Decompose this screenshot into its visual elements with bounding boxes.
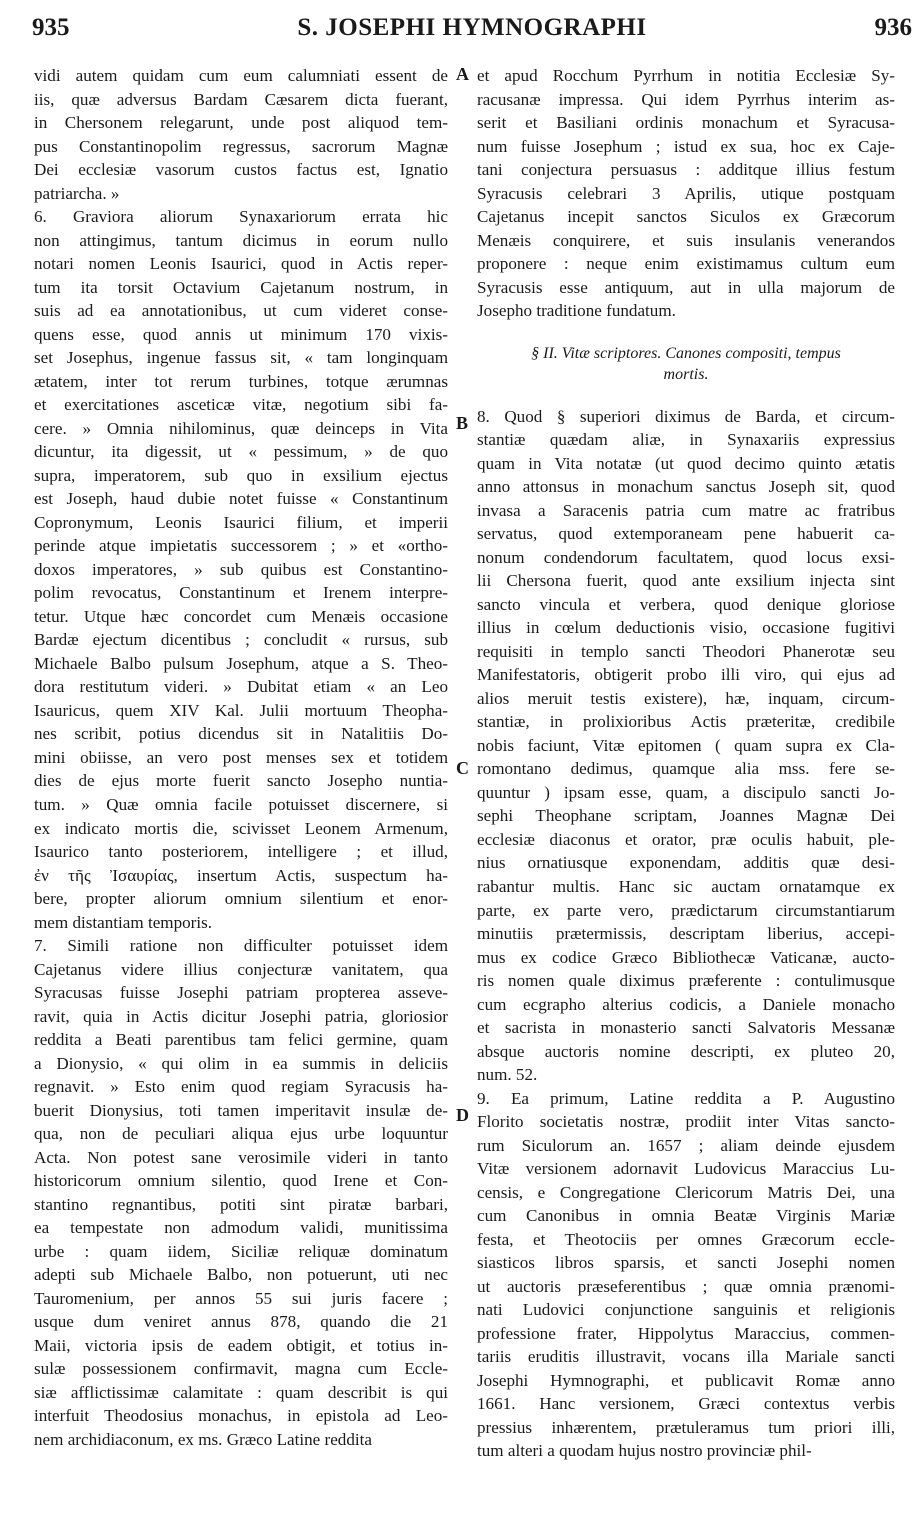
text-line: nem archidiaconum, ex ms. Græco Latine reddita [34, 1429, 372, 1449]
page-number-right: 936 [874, 14, 912, 41]
margin-marker-b: B [456, 413, 469, 433]
text-line: 9. Ea primum, Latine reddita a P. Augustino [477, 1088, 895, 1108]
text-line: festa, et Theotociis per omnes Græcorum eccle- [477, 1229, 895, 1249]
text-line: ætatem, inter tot rerum turbines, totque ærumnas [34, 371, 448, 391]
text-line: sephi Theophane scriptam, Joannes Magnæ Dei [477, 806, 895, 826]
text-line: ris nomen quale diximus præferente : contulimusque [477, 971, 895, 991]
text-line: est Joseph, haud dubie notet fuisse « Constantinum [34, 489, 448, 509]
text-line: nobis faciunt, Vitæ epitomen ( quam supra ex Cla- [477, 735, 895, 755]
text-line: notari nomen Leonis Isaurici, quod in Actis reper- [34, 254, 448, 274]
text-line: requisiti in templo sancti Theodori Phanerotæ seu [477, 641, 895, 661]
text-line: tani conjectura persuasus : additque illius festum [477, 160, 895, 180]
section-gap [477, 323, 895, 343]
text-line: proponere : neque enim existimamus cultum eum [477, 254, 895, 274]
text-line: Syracusis celebrari 3 Aprilis, utique postquam [477, 183, 895, 203]
margin-marker-c: C [456, 758, 469, 778]
text-line: Syracusas fuisse Josephi patriam propterea asseve- [34, 983, 448, 1003]
text-line: siæ afflictissimæ calamitate : quam describit is qui [34, 1382, 448, 1402]
text-line: Josephi Hymnographi, et publicavit Romæ anno [477, 1370, 895, 1390]
text-line: minutiis prætermissis, descriptam liberius, accepi- [477, 924, 895, 944]
text-line: in Chersonem relegarunt, unde post aliquod tem- [34, 113, 448, 133]
text-line: Menæis conquirere, et suis insulanis venerandos [477, 230, 895, 250]
text-line: anno attonsus in monachum sanctus Joseph sit, quod [477, 477, 895, 497]
text-line: mus ex codice Græco Bibliothecæ Vaticanæ, aucto- [477, 947, 895, 967]
running-title: S. JOSEPHI HYMNOGRAPHI [297, 14, 647, 41]
text-line: buerit Dionysius, toti tamen imperitavit insulæ de- [34, 1100, 448, 1120]
text-line: bere, propter aliorum omnium silentium et enor- [34, 889, 448, 909]
text-line: dies de ejus morte fuerit sancto Josepho nuntia- [34, 771, 448, 791]
text-line: rum Siculorum an. 1657 ; aliam deinde ejusdem [477, 1135, 895, 1155]
text-line: stantino regnantibus, potiti sint piratæ barbari, [34, 1194, 448, 1214]
text-line: lii Chersona fuerit, quod ante exsilium injecta sint [477, 571, 895, 591]
text-line: parte, ex parte vero, prædictarum circumstantiarum [477, 900, 895, 920]
text-line: et sacrista in monasterio sancti Salvatoris Messanæ [477, 1018, 895, 1038]
text-line: num fuisse Josephum ; istud ex sua, hoc ex Caje- [477, 136, 895, 156]
text-line: vidi autem quidam cum eum calumniati essent de [34, 66, 448, 85]
text-line: perinde atque impietatis successorem ; » et «ortho- [34, 536, 448, 556]
text-line: historicorum omnium silentio, quod Irene et Con- [34, 1171, 448, 1191]
text-line: censis, e Congregatione Clericorum Matris Dei, una [477, 1182, 895, 1202]
text-line: cere. » Omnia nihilominus, quæ deinceps in Vita [34, 418, 448, 438]
text-line: Vitæ versionem adornavit Ludovicus Maraccius Lu- [477, 1159, 895, 1179]
text-line: interfuit Theodosius monachus, in epistola ad Leo- [34, 1406, 448, 1426]
left-column [34, 64, 448, 1451]
text-line: stantiæ, in prolixioribus Actis præteritæ, credibile [477, 712, 895, 732]
right-column-bottom [477, 405, 895, 1463]
text-line: pressius inhærentem, prætuleramus tum priori illi, [477, 1417, 895, 1437]
section-gap [477, 385, 895, 405]
text-line: serit et Basiliani ordinis monachum et Syracusa- [477, 113, 895, 133]
text-line: quuntur ) ipsam esse, quam, a discipulo sancti Jo- [477, 782, 895, 802]
text-line: sulæ possessionem confirmavit, magna cum Eccle- [34, 1359, 448, 1379]
text-line: et exercitationes asceticæ vitæ, negotium sibi fa- [34, 395, 448, 415]
text-line: ut auctoris præseferentibus ; quæ omnia prænomi- [477, 1276, 895, 1296]
text-line: invasa a Saracenis patria cum matre ac fratribus [477, 500, 895, 520]
text-line: § II. Vitæ scriptores. Canones compositi, tempus [531, 344, 841, 362]
text-line: alios meruit testis existere), hæ, inquam, circum- [477, 688, 895, 708]
text-line: ea tempestate non admodum validi, munitissima [34, 1218, 448, 1238]
text-line: Florito societatis nostræ, prodiit inter Vitas sancto- [477, 1112, 895, 1132]
text-line: Bardæ ejectum dicentibus ; concludit « rursus, sub [34, 630, 448, 650]
text-line: tum alteri a quodam hujus nostro provinciæ phil- [477, 1441, 812, 1461]
text-line: ravit, quia in Actis dicitur Josephi patria, gloriosior [34, 1006, 448, 1026]
text-line: dicuntur, ita digessit, ut « pessimum, » de quo [34, 442, 448, 462]
text-line: Cajetanus videre illius conjecturæ vanitatem, qua [34, 959, 448, 979]
text-line: patriarcha. » [34, 183, 120, 203]
text-line: sancto vincula et verbera, quod denique gloriose [477, 594, 895, 614]
text-line: Acta. Non potest sane verosimile videri in tanto [34, 1147, 448, 1167]
text-line: nati Ludovici conjunctione sanguinis et religionis [477, 1300, 895, 1320]
text-line: tum ita torsit Octavium Cajetanum nostrum, in [34, 277, 448, 297]
text-line: suis ad ea annotationibus, ut cum videret conse- [34, 301, 448, 321]
text-line: Michaele Balbo pulsum Josephum, atque a S. Theo- [34, 653, 448, 673]
text-line: urbe : quam iidem, Siciliæ reliquæ dominatum [34, 1241, 448, 1261]
text-line: adepti sub Michaele Balbo, non potuerunt, uti nec [34, 1265, 448, 1285]
text-line: usque dum veniret annus 878, quando die 21 [34, 1312, 448, 1332]
text-line: et apud Rocchum Pyrrhum in notitia Ecclesiæ Sy- [477, 66, 895, 85]
text-line: 7. Simili ratione non difficulter potuisset idem [34, 936, 448, 956]
right-column [477, 64, 895, 1463]
text-line: a Dionysio, « qui olim in ea summis in deliciis [34, 1053, 448, 1073]
text-line: mortis. [663, 365, 709, 383]
text-line: supra, imperatorem, sub quo in exsilium ejectus [34, 465, 448, 485]
text-line: rabantur multis. Hanc sic auctam ornatamque ex [477, 876, 895, 896]
text-line: quam in Vita notatæ (ut quod decimo quinto ætatis [477, 453, 895, 473]
page-header [32, 14, 912, 54]
text-line: illius in cœlum deductionis visio, occasione fugitivi [477, 618, 895, 638]
margin-marker-d: D [456, 1105, 469, 1125]
text-line: nius ornatiusque exponendam, additis quæ desi- [477, 853, 895, 873]
text-line: nonum condendorum facultatem, quod locus exsi- [477, 547, 895, 567]
text-line: mini obiisse, an vero post menses sex et totidem [34, 747, 448, 767]
text-line: ex indicato mortis die, scivisset Leonem Armenum, [34, 818, 448, 838]
text-line: doxos imperatores, » sub quibus est Constantino- [34, 559, 448, 579]
section-heading [477, 343, 895, 385]
text-line: Copronymum, Leonis Isaurici filium, et imperii [34, 512, 448, 532]
text-line: nes scribit, potius dicendus sit in Natalitiis Do- [34, 724, 448, 744]
text-line: romontano dedimus, quamque alia mss. fere se- [477, 759, 895, 779]
text-line: cum Canonibus in omnia Beatæ Virginis Mariæ [477, 1206, 895, 1226]
text-line: num. 52. [477, 1065, 538, 1085]
text-line: iis, quæ adversus Bardam Cæsarem dicta fuerant, [34, 89, 448, 109]
text-line: stantiæ quædam aliæ, in Synaxariis expressius [477, 430, 895, 450]
text-line: cum ecgrapho alterius codicis, a Daniele monacho [477, 994, 895, 1014]
text-line: quens esse, quod annis ut minimum 170 vixis- [34, 324, 448, 344]
text-line: absque auctoris nomine descripti, ex pluteo 20, [477, 1041, 895, 1061]
text-line: 1661. Hanc versionem, Græci contextus verbis [477, 1394, 895, 1414]
text-line: Josepho traditione fundatum. [477, 301, 676, 321]
text-line: pus Constantinopolim regressus, sacrorum Magnæ [34, 136, 448, 156]
text-line: siasticos libros sparsis, et sancti Josephi nomen [477, 1253, 895, 1273]
text-line: Maii, victoria ipsis de eadem obtigit, et totius in- [34, 1335, 448, 1355]
text-line: tum. » Quæ omnia facile potuisset discernere, si [34, 794, 448, 814]
text-line: reddita a Beati parentibus tam felici germine, quam [34, 1030, 448, 1050]
text-line: dora restitutum videri. » Dubitat etiam « an Leo [34, 677, 448, 697]
text-line: 8. Quod § superiori diximus de Barda, et circum- [477, 406, 895, 426]
margin-marker-a: A [456, 64, 469, 84]
right-column-top [477, 64, 895, 323]
text-line: Dei ecclesiæ vasorum custos factus est, Ignatio [34, 160, 448, 180]
text-line: tariis eruditis illustravit, vocans illa Mariale sancti [477, 1347, 895, 1367]
text-line: Tauromenium, per annos 55 sui juris facere ; [34, 1288, 448, 1308]
text-line: tetur. Utque hæc concordet cum Menæis occasione [34, 606, 448, 626]
text-line: racusanæ impressa. Qui idem Pyrrhus interim as- [477, 89, 895, 109]
text-line: regnavit. » Esto enim quod regiam Syracusis ha- [34, 1077, 448, 1097]
text-line: Isaurico tanto posteriorem, intelligere ; et illud, [34, 842, 448, 862]
text-line: qua, non de peculiari aliqua ejus urbe loquuntur [34, 1124, 448, 1144]
text-line: non attingimus, tantum dicimus in eorum nullo [34, 230, 448, 250]
text-line: Isauricus, quem XIV Kal. Julii mortuum Theopha- [34, 700, 448, 720]
text-line: ecclesiæ diaconus et orator, præ oculis habuit, ple- [477, 829, 895, 849]
text-line: servatus, quod extemporaneam pene habuerit ca- [477, 524, 895, 544]
text-line: ἐν τῆς Ἰσαυρίας, insertum Actis, suspectum ha- [34, 865, 448, 885]
text-line: set Josephus, ingenue fassus sit, « tam longinquam [34, 348, 448, 368]
text-line: mem distantiam temporis. [34, 912, 213, 932]
text-line: polim revocatus, Constantinum et Irenem interpre- [34, 583, 448, 603]
text-line: 6. Graviora aliorum Synaxariorum errata hic [34, 207, 448, 227]
text-line: Manifestatoris, obtigerit probo illi viro, qui ejus ad [477, 665, 895, 685]
page-number-left: 935 [32, 14, 70, 41]
text-line: Syracusis esse antiquum, aut in ulla majorum de [477, 277, 895, 297]
text-line: professione frater, Hippolytus Maraccius, commen- [477, 1323, 895, 1343]
text-line: Cajetanus incepit sanctos Siculos ex Græcorum [477, 207, 895, 227]
